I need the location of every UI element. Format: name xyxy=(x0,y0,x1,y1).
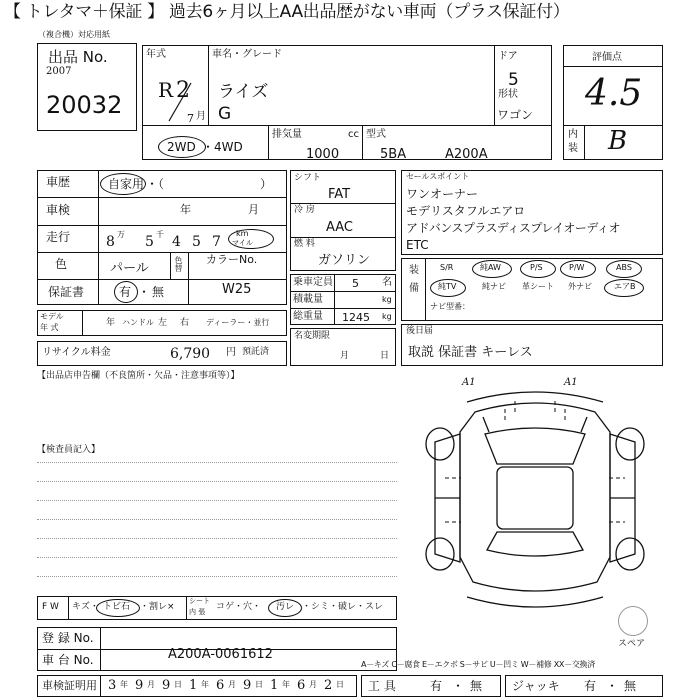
cert-unit: 月 xyxy=(147,680,155,689)
defect-chips: キズ・ xyxy=(72,602,99,612)
cert-unit: 年 xyxy=(120,680,128,689)
ac-label: 冷 房 xyxy=(294,205,315,215)
mileage-mile: マイル xyxy=(232,239,253,247)
inspection-month: 月 xyxy=(248,203,259,216)
model-year-label-1: モデル xyxy=(40,312,64,321)
color-number: W25 xyxy=(222,282,252,297)
cert-unit: 日 xyxy=(255,680,263,689)
equip-abs: ABS xyxy=(616,263,632,272)
cert-digit: 9 xyxy=(162,678,171,693)
jack-sep: ・ xyxy=(606,679,619,693)
capacity-label: 乗車定員 xyxy=(293,277,333,288)
mileage-d5: 7 xyxy=(212,234,221,250)
month-unit: 月 xyxy=(196,111,206,122)
warranty-label: 保証書 xyxy=(48,285,85,299)
cert-digit: 3 xyxy=(108,678,117,693)
defect-stone: トビ石 xyxy=(103,602,131,612)
load-label: 積載量 xyxy=(293,294,323,305)
delivery-label: 後日届 xyxy=(406,326,434,336)
displacement: 1000 xyxy=(306,147,340,162)
interior-label-2: 装 xyxy=(568,143,578,154)
score-value: 4.5 xyxy=(585,73,643,114)
car-diagram xyxy=(405,372,665,612)
model-year-year: 年 xyxy=(106,318,116,328)
equip-ps: P/S xyxy=(530,263,543,272)
year-label: 年式 xyxy=(146,49,166,60)
recycle-label: リサイクル料金 xyxy=(42,347,111,358)
door-label: ドア xyxy=(498,51,518,62)
mileage-d4: 5 xyxy=(192,234,201,250)
note-line xyxy=(37,576,397,577)
load-unit: kg xyxy=(382,295,392,304)
note-line xyxy=(37,538,397,539)
door-count: 5 xyxy=(508,70,519,90)
history-value: 自家用 xyxy=(108,177,145,191)
cc-label: cc xyxy=(348,129,359,140)
equip-leather: 革シート xyxy=(522,282,554,291)
equipment-label-1: 装 xyxy=(409,265,419,276)
tools-yes: 有 xyxy=(430,679,443,693)
equip-tv: 純TV xyxy=(438,282,457,291)
tools-label: 工 具 xyxy=(368,679,396,693)
legend: A－キズ C－腐食 E－エクボ S－サビ U－凹ミ W－補修 XX－交換済 xyxy=(361,660,595,669)
recycle-amount: 6,790 xyxy=(170,346,211,362)
delivery-value: 取説 保証書 キーレス xyxy=(408,345,533,360)
note-line xyxy=(37,481,397,482)
spare-circle xyxy=(618,606,648,636)
score-label: 評価点 xyxy=(592,52,622,63)
equip-navi: 純ナビ xyxy=(482,282,506,291)
name-change-month: 月 xyxy=(340,351,350,361)
month: 7 xyxy=(187,112,194,125)
mileage-d1: 8 xyxy=(106,234,115,250)
era: R xyxy=(158,78,174,102)
sales-point-1: ワンオーナー xyxy=(406,187,479,201)
seat-defects: コゲ・穴・ xyxy=(216,602,262,612)
lot-label: 出品 No. xyxy=(48,48,108,66)
navi-model-label: ナビ型番： xyxy=(430,302,470,311)
interior-score: B xyxy=(608,126,628,156)
warranty-no: 無 xyxy=(152,285,165,299)
lot-number: 20032 xyxy=(46,91,123,119)
interior-label-1: 内 xyxy=(568,129,578,140)
recycle-unit: 円 xyxy=(226,347,236,358)
note-line xyxy=(37,462,397,463)
tools-sep: ・ xyxy=(452,679,465,693)
shift-value: FAT xyxy=(328,187,351,202)
name-label: 車名・グレード xyxy=(212,49,282,60)
color-label: 色 xyxy=(55,257,68,271)
cert-digit: 1 xyxy=(270,678,279,693)
seat-label-1: シート xyxy=(189,597,210,605)
car-name: ライズ xyxy=(218,82,269,102)
defect-crack: ・割レ× xyxy=(140,602,175,612)
mileage-man: 万 xyxy=(117,230,125,239)
cert-unit: 月 xyxy=(309,680,317,689)
banner: 【 トレタマ＋保証 】 過去6ヶ月以上AA出品歴がない車両（プラス保証付） xyxy=(4,2,570,22)
defect-fw: F W xyxy=(42,602,59,612)
seat-label-2: 内 張 xyxy=(189,608,206,616)
diagram-mark-left: A1 xyxy=(462,377,476,388)
shift-label: シフト xyxy=(294,173,322,183)
mileage-km: km xyxy=(236,229,249,238)
cert-digit: 9 xyxy=(243,678,252,693)
cert-label: 車検証明用 xyxy=(42,679,97,692)
note-line xyxy=(37,500,397,501)
era-year: 2 xyxy=(176,78,190,103)
mileage-d3: 4 xyxy=(172,234,181,250)
year-slash-mark xyxy=(155,75,215,125)
jack-yes: 有 xyxy=(584,679,597,693)
ac-value: AAC xyxy=(326,220,353,235)
cert-digit: 6 xyxy=(216,678,225,693)
history-label: 車歴 xyxy=(46,175,71,189)
shape-label: 形状 xyxy=(498,89,518,100)
car-grade: G xyxy=(218,104,232,124)
jack-no: 無 xyxy=(624,679,637,693)
note-line xyxy=(37,557,397,558)
diagram-mark-right: A1 xyxy=(564,377,578,388)
fuel-value: ガソリン xyxy=(318,253,371,268)
warranty-sep: ・ xyxy=(138,285,151,299)
drive-4wd: 4WD xyxy=(214,140,243,154)
cert-unit: 年 xyxy=(201,680,209,689)
inspector-label: 【検査員記入】 xyxy=(37,445,101,455)
tools-no: 無 xyxy=(470,679,483,693)
model-year-label-2: 年 式 xyxy=(40,323,59,332)
weight-value: 1245 xyxy=(342,311,370,324)
sales-point-3: アドバンスプラスディスプレイオーディオ xyxy=(406,221,620,235)
cert-digit: 1 xyxy=(189,678,198,693)
equipment-label-2: 備 xyxy=(409,283,419,294)
mileage-sen: 千 xyxy=(156,230,164,239)
inspection-label: 車検 xyxy=(46,203,71,217)
cert-digit: 2 xyxy=(324,678,333,693)
mileage-d2: 5 xyxy=(145,234,154,250)
spare-label: スペア xyxy=(618,639,646,649)
lot-year: 2007 xyxy=(46,66,72,77)
mileage-label: 走行 xyxy=(46,230,71,244)
cert-digit: 9 xyxy=(135,678,144,693)
weight-unit: kg xyxy=(382,312,392,321)
chassis-number: A200A-0061612 xyxy=(168,647,273,662)
equip-airbag: エアB xyxy=(614,282,636,291)
model-year-right: 右 xyxy=(180,318,190,328)
equip-ext-navi: 外ナビ xyxy=(568,282,592,291)
model-label: 型式 xyxy=(366,129,386,140)
cert-digit: 6 xyxy=(297,678,306,693)
sales-points-label: セールスポイント xyxy=(406,172,470,181)
model-year-left: 左 xyxy=(158,318,168,328)
form-note: （複合機）対応用紙 xyxy=(38,30,110,39)
equip-sr: S/R xyxy=(440,263,454,272)
cert-unit: 日 xyxy=(336,680,344,689)
drive-sep: ・ xyxy=(202,140,215,154)
defect-rest: ・シミ・破レ・スレ xyxy=(302,602,384,612)
drive-2wd: 2WD xyxy=(167,140,196,154)
capacity-value: 5 xyxy=(352,277,359,290)
shape: ワゴン xyxy=(497,108,534,122)
equip-aw: 純AW xyxy=(480,263,501,272)
cert-unit: 日 xyxy=(174,680,182,689)
name-change-label: 名変期限 xyxy=(294,331,331,341)
history-paren-close: ） xyxy=(260,177,273,191)
chassis-label: 車 台 No. xyxy=(42,653,94,667)
sales-point-2: モデリスタフルエアロ xyxy=(406,204,526,218)
recycle-note: 預託済 xyxy=(242,347,270,357)
history-paren-open: ・（ xyxy=(146,177,165,191)
defect-dirt: 汚レ xyxy=(276,602,295,612)
model-year-handle: ハンドル xyxy=(122,318,154,327)
equip-pw: P/W xyxy=(569,263,585,272)
displacement-label: 排気量 xyxy=(272,129,302,140)
model: A200A xyxy=(445,147,488,162)
inspection-year: 年 xyxy=(180,203,191,216)
cert-unit: 年 xyxy=(282,680,290,689)
weight-label: 総重量 xyxy=(293,311,323,322)
name-change-day: 日 xyxy=(380,351,390,361)
cert-unit: 月 xyxy=(228,680,236,689)
color-value: パール xyxy=(110,261,149,276)
model-prefix: 5BA xyxy=(380,147,407,162)
warranty-yes: 有 xyxy=(119,285,132,299)
color-change-label: 色替 xyxy=(174,256,183,272)
color-number-label: カラーNo. xyxy=(206,253,258,266)
sales-point-4: ETC xyxy=(406,238,429,252)
fuel-label: 燃 料 xyxy=(294,239,315,249)
jack-label: ジャッキ xyxy=(512,679,560,693)
capacity-unit: 名 xyxy=(382,277,392,288)
note-line xyxy=(37,519,397,520)
seller-notes-label: 【出品店申告欄（不良箇所・欠品・注意事項等）】 xyxy=(37,371,240,381)
registration-label: 登 録 No. xyxy=(42,631,94,645)
model-year-dealer: ディーラー・並行 xyxy=(206,318,270,327)
